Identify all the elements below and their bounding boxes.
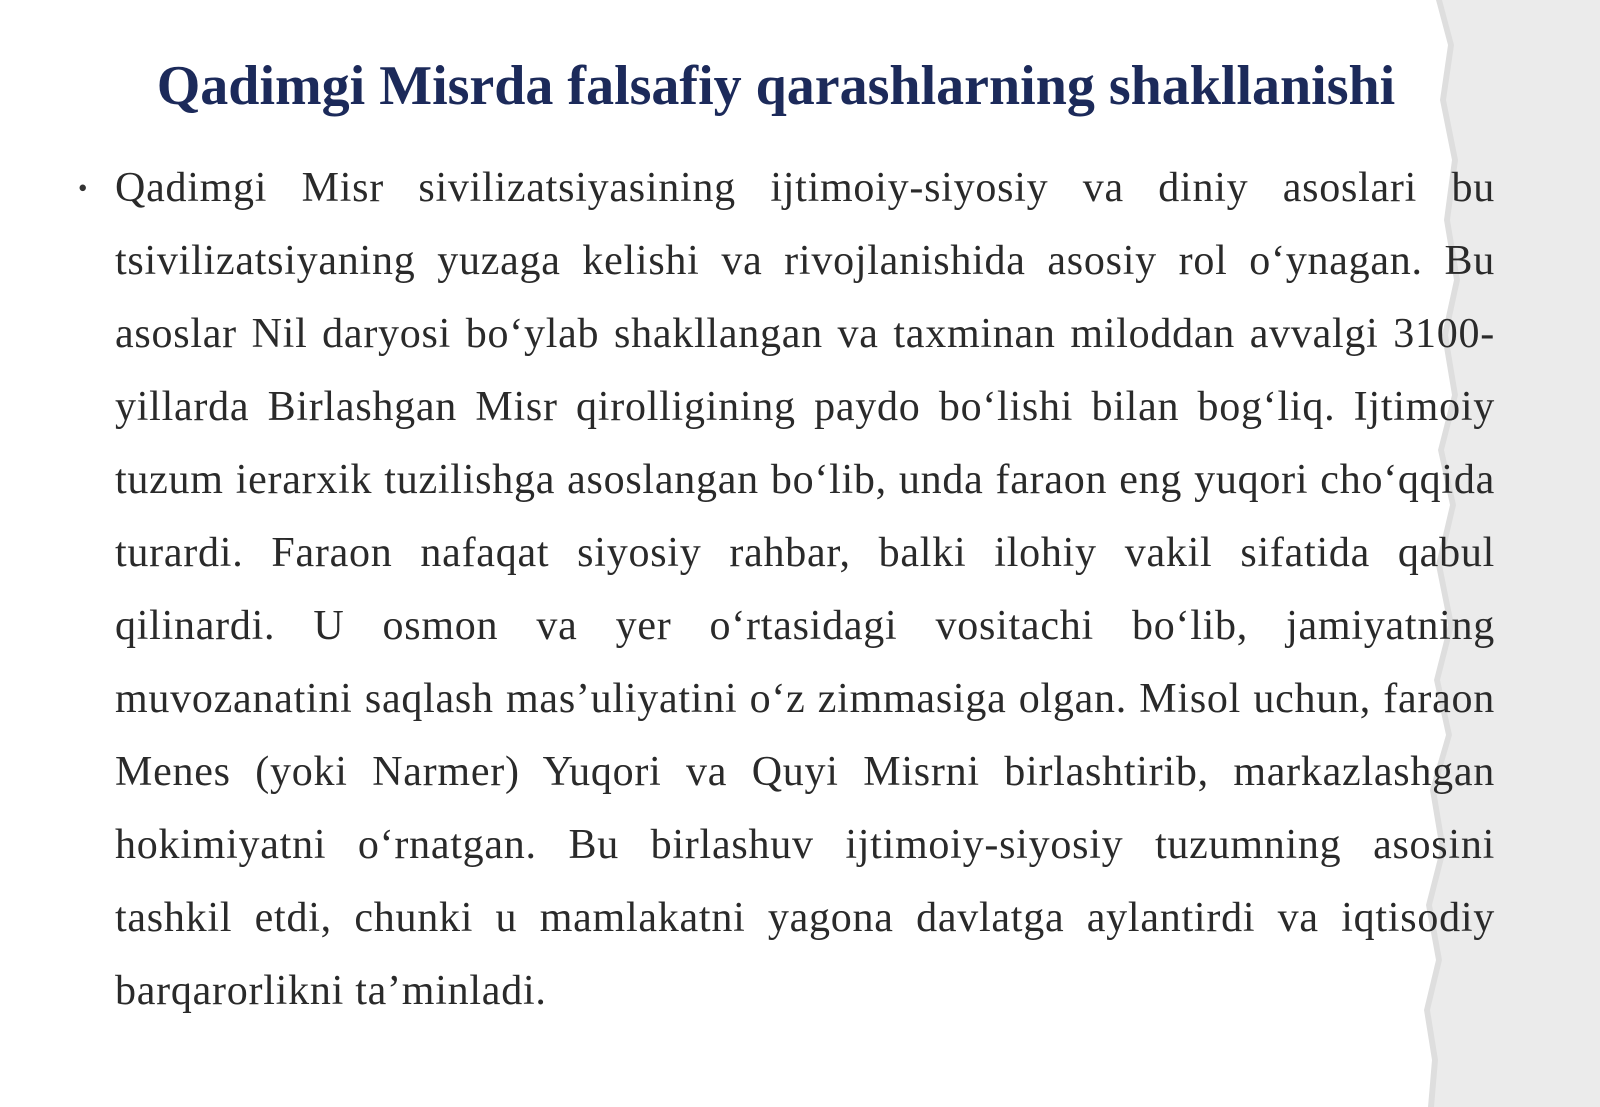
slide-title: Qadimgi Misrda falsafiy qarashlarning shakllanishi xyxy=(156,55,1396,117)
list-item xyxy=(78,152,1495,1028)
bullet-paragraph: Qadimgi Misr sivilizatsiyasining ijtimoiy-siyosiy va diniy asoslari bu tsivilizatsiyaning yuzaga kelishi va rivojlanishida asosiy rol o‘ynagan. Bu asoslar Nil daryosi bo‘ylab shakllangan va taxminan miloddan avvalgi 3100-yillarda Birlashgan Misr qirolligining paydo bo‘lishi bilan bog‘liq. Ijtimoiy tuzum ierarxik tuzilishga asoslangan bo‘lib, unda faraon eng yuqori cho‘qqida turardi. Faraon nafaqat siyosiy rahbar, balki ilohiy vakil sifatida qabul qilinardi. U osmon va yer o‘rtasidagi vositachi bo‘lib, jamiyatning muvozanatini saqlash mas’uliyatini o‘z zimmasiga olgan. Misol uchun, faraon Menes (yoki Narmer) Yuqori va Quyi Misrni birlashtirib, markazlashgan hokimiyatni o‘rnatgan. Bu birlashuv ijtimoiy-siyosiy tuzumning asosini tashkil etdi, chunki u mamlakatni yagona davlatga aylantirdi va iqtisodiy barqarorlikni ta’minladi. xyxy=(115,165,1495,1014)
bullet-marker: • xyxy=(78,173,88,203)
bullet-list xyxy=(78,152,1495,1028)
